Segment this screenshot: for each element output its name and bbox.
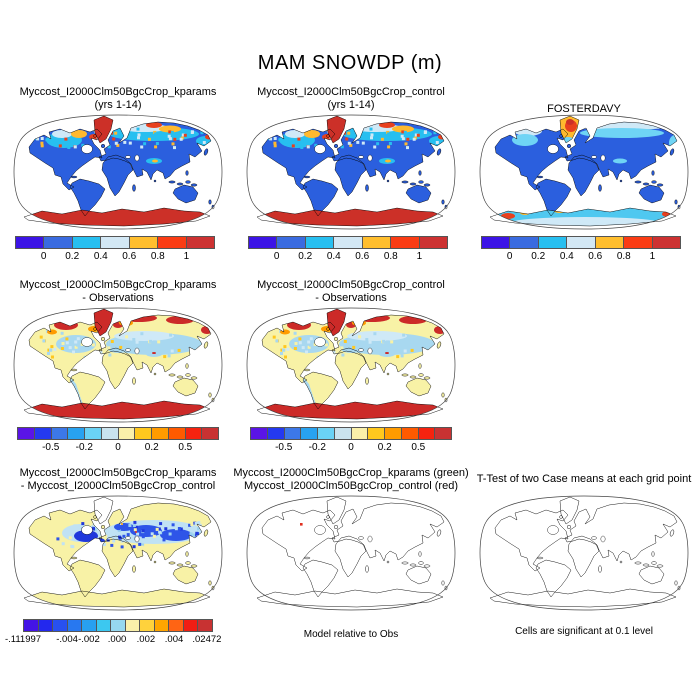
colorbar-tick-label: 1 (416, 251, 423, 262)
panel-title-line1: Myccost_I2000Clm50BgcCrop_kparams (green) (233, 466, 469, 479)
colorbar-tick-label: 0 (115, 442, 121, 453)
world-map-kparams-minus-obs (4, 306, 232, 424)
colorbar-segment (187, 237, 214, 248)
colorbar-tick-label: 0.2 (298, 251, 313, 262)
colorbar-segment (402, 428, 419, 439)
panel-title-line2: - Observations (82, 291, 154, 304)
colorbar-segment (135, 428, 152, 439)
colorbar-tick-label: 0 (348, 442, 354, 453)
colorbar-segment (385, 428, 402, 439)
colorbar-tick-label: .02472 (192, 634, 222, 645)
colorbar-strip (23, 619, 213, 632)
colorbar-segment (126, 620, 141, 631)
panel-control (235, 85, 467, 265)
colorbar-tick-label: 0.6 (588, 251, 603, 262)
colorbar-strip (250, 427, 452, 440)
colorbar-segment (152, 428, 169, 439)
panel-title-line2: - Myccost_I2000Clm50BgcCrop_control (20, 479, 216, 492)
colorbar-labels (250, 442, 452, 455)
colorbar-tick-label: 0.6 (122, 251, 137, 262)
panel-caption: Cells are significant at 0.1 level (515, 626, 653, 637)
colorbar-segment (97, 620, 112, 631)
colorbar-segment (334, 237, 362, 248)
colorbar-tick-label: 0.2 (65, 251, 80, 262)
colorbar-segment (184, 620, 199, 631)
colorbar-tick-label: -.111997 (4, 634, 42, 645)
colorbar-snowdepth (248, 236, 448, 264)
colorbar-segment (306, 237, 334, 248)
colorbar-strip (248, 236, 448, 249)
colorbar-segment (624, 237, 652, 248)
colorbar-segment (482, 237, 510, 248)
colorbar-strip (15, 236, 215, 249)
panel-title-line1: Myccost_I2000Clm50BgcCrop_control (257, 85, 445, 98)
colorbar-segment (18, 428, 35, 439)
panel-fosterdavy (468, 85, 700, 265)
colorbar-tick-label: 1 (183, 251, 190, 262)
colorbar-labels (15, 251, 215, 264)
panel-title-line2: - Observations (315, 291, 387, 304)
colorbar-segment (419, 428, 436, 439)
colorbar-tick-label: .004 (164, 634, 184, 645)
colorbar-tick-label: -0.5 (275, 442, 293, 453)
colorbar-segment (130, 237, 158, 248)
world-map-kparams (4, 113, 232, 231)
colorbar-segment (53, 620, 68, 631)
colorbar-segment (44, 237, 72, 248)
panel-kparams-minus-obs (2, 278, 234, 458)
panel-title-line2: (yrs 1-14) (94, 98, 142, 111)
colorbar-segment (16, 237, 44, 248)
colorbar-segment (169, 620, 184, 631)
colorbar-segment (596, 237, 624, 248)
colorbar-tick-label: 0.2 (531, 251, 546, 262)
panel-ttest (468, 466, 700, 651)
world-map-model-vs-obs (237, 494, 465, 612)
panel-title-line1: T-Test of two Case means at each grid point (476, 473, 692, 485)
colorbar-tick-label: -0.2 (75, 442, 93, 453)
panel-title-line2: (yrs 1-14) (327, 98, 375, 111)
colorbar-tick-label: -.004 (56, 634, 78, 645)
panel-title (468, 466, 700, 493)
colorbar-tick-label: 0.8 (616, 251, 631, 262)
colorbar-segment (35, 428, 52, 439)
world-map-kparams-minus-control (4, 494, 232, 612)
colorbar-segment (363, 237, 391, 248)
panel-title-line2: Myccost_I2000Clm50BgcCrop_control (red) (244, 479, 458, 492)
panel-title-line1: FOSTERDAVY (547, 103, 621, 115)
panel-title (235, 278, 467, 305)
panel-kparams (2, 85, 234, 265)
colorbar-case-diff (4, 619, 222, 647)
colorbar-segment (567, 237, 595, 248)
colorbar-segment (85, 428, 102, 439)
colorbar-segment (24, 620, 39, 631)
colorbar-labels (17, 442, 219, 455)
colorbar-snowdepth (15, 236, 215, 264)
panel-title-line1: Myccost_I2000Clm50BgcCrop_control (257, 278, 445, 291)
colorbar-segment (169, 428, 186, 439)
panel-title-line1: Myccost_I2000Clm50BgcCrop_kparams (19, 466, 217, 479)
colorbar-segment (277, 237, 305, 248)
colorbar-segment (285, 428, 302, 439)
world-map-control (237, 113, 465, 231)
colorbar-tick-label: -0.2 (308, 442, 326, 453)
panel-title (235, 466, 467, 493)
world-map-control-minus-obs (237, 306, 465, 424)
colorbar-tick-label: .000 (107, 634, 127, 645)
colorbar-tick-label: 0 (40, 251, 47, 262)
colorbar-labels (248, 251, 448, 264)
colorbar-bias (250, 427, 452, 455)
colorbar-segment (301, 428, 318, 439)
colorbar-segment (186, 428, 203, 439)
colorbar-tick-label: 0.6 (355, 251, 370, 262)
world-map-fosterdavy (470, 113, 698, 231)
colorbar-labels (481, 251, 681, 264)
colorbar-segment (251, 428, 268, 439)
colorbar-tick-label: 0.5 (411, 442, 426, 453)
colorbar-segment (391, 237, 419, 248)
panel-model-vs-obs-outline (235, 466, 467, 651)
colorbar-segment (101, 237, 129, 248)
colorbar-segment (68, 620, 83, 631)
colorbar-snowdepth (481, 236, 681, 264)
colorbar-tick-label: 0.2 (377, 442, 392, 453)
colorbar-segment (318, 428, 335, 439)
colorbar-segment (198, 620, 212, 631)
figure-title: MAM SNOWDP (m) (257, 52, 443, 74)
colorbar-tick-label: 0.2 (144, 442, 159, 453)
colorbar-tick-label: 0.4 (559, 251, 574, 262)
panel-title (235, 85, 467, 112)
colorbar-segment (268, 428, 285, 439)
colorbar-segment (653, 237, 680, 248)
colorbar-segment (111, 620, 126, 631)
colorbar-tick-label: .002 (136, 634, 156, 645)
colorbar-segment (73, 237, 101, 248)
colorbar-tick-label: -.002 (78, 634, 100, 645)
colorbar-segment (140, 620, 155, 631)
panel-control-minus-obs (235, 278, 467, 458)
colorbar-segment (539, 237, 567, 248)
panel-caption: Model relative to Obs (303, 629, 399, 640)
colorbar-segment (249, 237, 277, 248)
colorbar-tick-label: 0.5 (178, 442, 193, 453)
panel-title-line1: Myccost_I2000Clm50BgcCrop_kparams (19, 85, 217, 98)
colorbar-strip (481, 236, 681, 249)
colorbar-segment (368, 428, 385, 439)
colorbar-tick-label: 0.4 (93, 251, 108, 262)
colorbar-segment (420, 237, 447, 248)
colorbar-bias (17, 427, 219, 455)
colorbar-segment (52, 428, 69, 439)
colorbar-segment (335, 428, 352, 439)
colorbar-segment (68, 428, 85, 439)
colorbar-tick-label: 0.8 (383, 251, 398, 262)
colorbar-labels (4, 634, 222, 647)
colorbar-segment (155, 620, 170, 631)
colorbar-segment (119, 428, 136, 439)
panel-title-line1: Myccost_I2000Clm50BgcCrop_kparams (19, 278, 217, 291)
colorbar-tick-label: 1 (649, 251, 656, 262)
colorbar-segment (158, 237, 186, 248)
colorbar-tick-label: 0.4 (326, 251, 341, 262)
world-map-ttest (470, 494, 698, 612)
panel-title (2, 466, 234, 493)
panel-title (2, 85, 234, 112)
colorbar-tick-label: 0.8 (150, 251, 165, 262)
colorbar-segment (435, 428, 451, 439)
colorbar-segment (39, 620, 54, 631)
colorbar-strip (17, 427, 219, 440)
panel-title (2, 278, 234, 305)
colorbar-segment (352, 428, 369, 439)
panel-kparams-minus-control (2, 466, 234, 651)
colorbar-segment (82, 620, 97, 631)
colorbar-segment (510, 237, 538, 248)
colorbar-tick-label: 0 (506, 251, 513, 262)
colorbar-segment (202, 428, 218, 439)
colorbar-tick-label: 0 (273, 251, 280, 262)
colorbar-segment (102, 428, 119, 439)
colorbar-tick-label: -0.5 (42, 442, 60, 453)
